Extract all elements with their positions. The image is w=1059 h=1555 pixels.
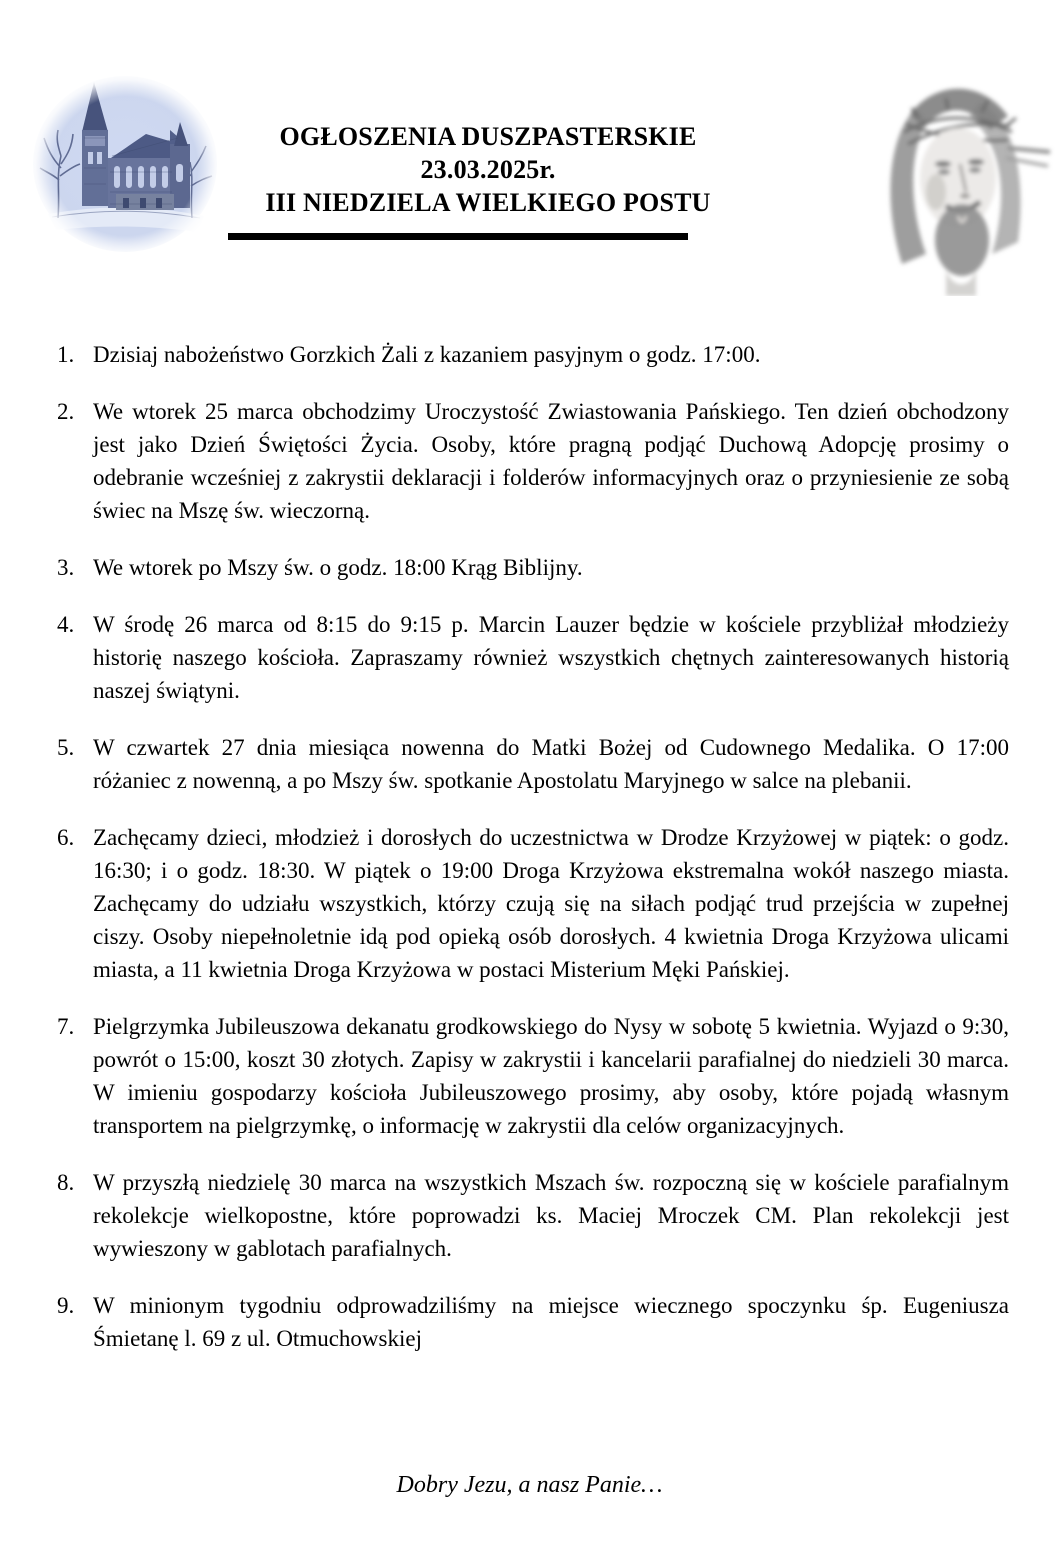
list-item [57,338,1009,371]
item-text: W minionym tygodniu odprowadziliśmy na miejsce wiecznego spoczynku śp. Eugeniusza Śmietanę l. 69 z ul. Otmuchowskiej [93,1293,1009,1351]
item-text: We wtorek 25 marca obchodzimy Uroczystość Zwiastowania Pańskiego. Ten dzień obchodzony jest jako Dzień Świętości Życia. Osoby, które pragną podjąć Duchową Adopcję prosimy o odebranie wcześniej z zakrystii deklaracji i folderów informacyjnych oraz o przyniesienie ze sobą świec na Mszę św. wieczorną. [93,399,1009,523]
item-number: 3. [57,555,75,580]
church-engraving-image [28,72,223,260]
item-text: Dzisiaj nabożeństwo Gorzkich Żali z kazaniem pasyjnym o godz. 17:00. [93,342,761,367]
page-title: OGŁOSZENIA DUSZPASTERSKIE [279,122,697,151]
item-text: Zachęcamy dzieci, młodzież i dorosłych do uczestnictwa w Drodze Krzyżowej w piątek: o godz. 16:30; i o godz. 18:30. W piątek o 19:00 Droga Krzyżowa ekstremalna wokół naszego miasta. Zachęcamy do udziału wszystkich, którzy czują się na siłach podjąć trud przejścia w zupełnej ciszy. Osoby niepełnoletnie idą pod opieką osób dorosłych. 4 kwietnia Droga Krzyżowa ulicami miasta, a 11 kwietnia Droga Krzyżowa w postaci Misterium Męki Pańskiej. [93,825,1009,982]
header-divider-rule [228,233,688,240]
header-date: 23.03.2025r. [420,155,556,184]
announcement-list [57,338,1009,1379]
list-item [57,731,1009,797]
item-text: W przyszłą niedzielę 30 marca na wszystkich Mszach św. rozpoczną się w kościele parafialnym rekolekcje wielkopostne, które poprowadzi ks. Maciej Mroczek CM. Plan rekolekcji jest wywieszony w gablotach parafialnych. [93,1170,1009,1261]
jesus-sketch-image [858,66,1056,296]
list-item [57,395,1009,527]
item-number: 2. [57,399,75,424]
item-number: 4. [57,612,75,637]
item-number: 6. [57,825,75,850]
item-number: 9. [57,1293,75,1318]
list-item [57,1166,1009,1265]
header-subtitle: III NIEDZIELA WIELKIEGO POSTU [265,188,711,217]
church-icon [28,72,223,260]
item-text: W czwartek 27 dnia miesiąca nowenna do Matki Bożej od Cudownego Medalika. O 17:00 różaniec z nowenną, a po Mszy św. spotkanie Apostolatu Maryjnego w salce na plebanii. [93,735,1009,793]
item-text: Pielgrzymka Jubileuszowa dekanatu grodkowskiego do Nysy w sobotę 5 kwietnia. Wyjazd o 9:30, powrót o 15:00, koszt 30 złotych. Zapisy w zakrystii i kancelarii parafialnej do niedzieli 30 marca. W imieniu gospodarzy kościoła Jubileuszowego prosimy, aby osoby, które pojadą własnym transportem na pielgrzymkę, o informację w zakrystii dla celów organizacyjnych. [93,1014,1009,1138]
item-text: We wtorek po Mszy św. o godz. 18:00 Krąg Biblijny. [93,555,583,580]
item-number: 5. [57,735,75,760]
list-item [57,821,1009,986]
item-number: 7. [57,1014,75,1039]
list-item [57,1010,1009,1142]
list-item [57,551,1009,584]
item-number: 1. [57,342,75,367]
footer-prayer: Dobry Jezu, a nasz Panie… [396,1472,663,1498]
list-item [57,608,1009,707]
item-text: W środę 26 marca od 8:15 do 9:15 p. Marcin Lauzer będzie w kościele przybliżał młodzieży historię naszego kościoła. Zapraszamy również wszystkich chętnych zainteresowanych historią naszej świątyni. [93,612,1009,703]
jesus-crown-of-thorns-icon [858,66,1056,296]
item-number: 8. [57,1170,75,1195]
list-item [57,1289,1009,1355]
document-header [238,120,738,219]
